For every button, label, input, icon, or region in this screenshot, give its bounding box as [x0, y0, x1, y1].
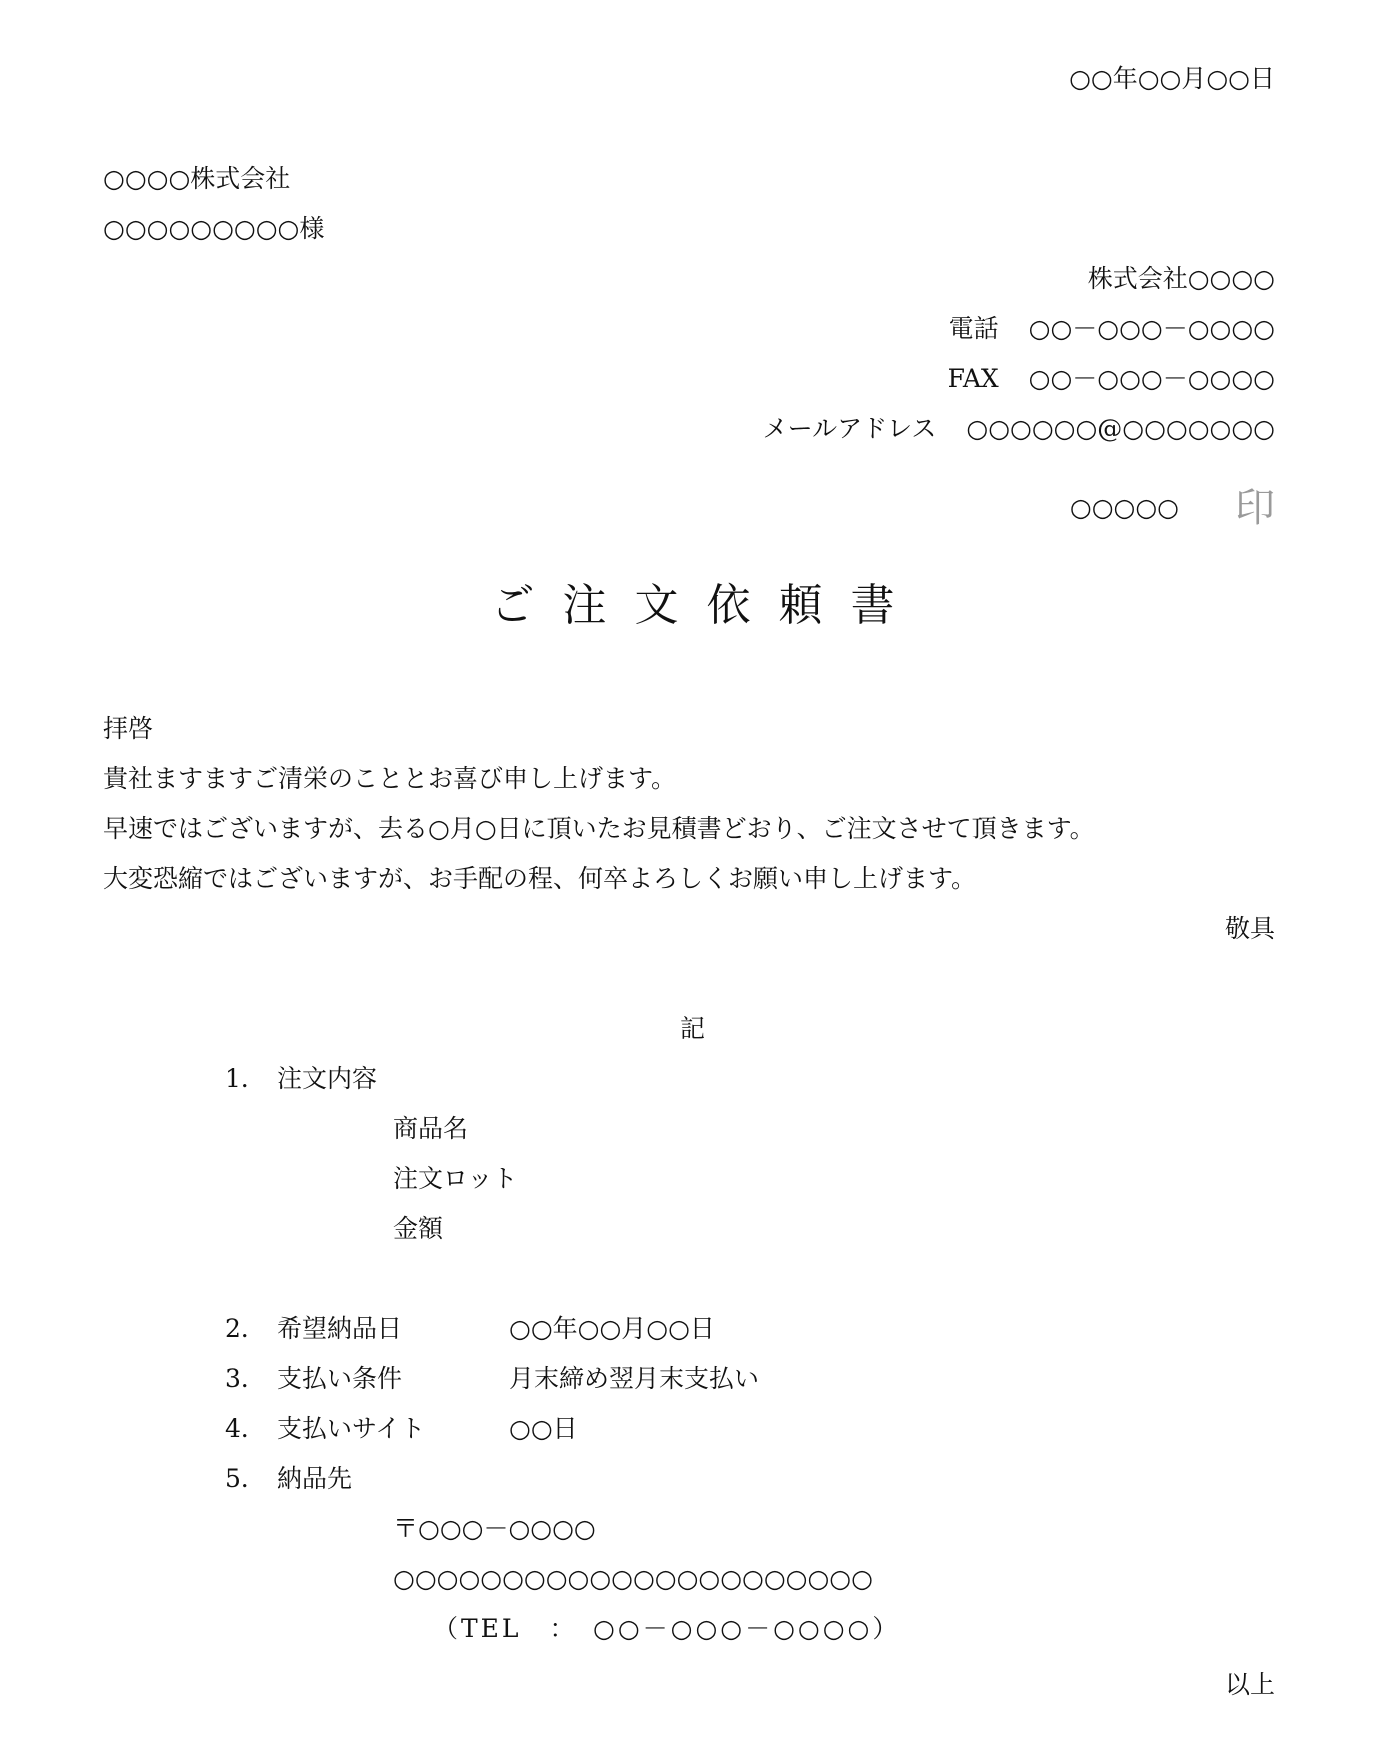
item-value: ○○年○○月○○日 [509, 1314, 715, 1343]
fax-label: FAX [947, 364, 999, 393]
body-line-3: 大変恐縮ではございますが、お手配の程、何卒よろしくお願い申し上げます。 [103, 864, 977, 893]
sender-email-row [763, 412, 1275, 446]
signer-name: ○○○○○ [1069, 493, 1179, 522]
item-number: 4． [225, 1414, 266, 1443]
document-date: ○○年○○月○○日 [1069, 64, 1275, 93]
seal-mark: 印 [1235, 485, 1275, 531]
phone-value: ○○－○○○－○○○○ [1028, 314, 1275, 343]
recipient-person: ○○○○○○○○○様 [103, 214, 325, 243]
item-value: 月末締め翌月末支払い [509, 1364, 760, 1393]
email-label: メールアドレス [762, 414, 937, 443]
item-label: 希望納品日 [277, 1314, 403, 1343]
body-line-2: 早速ではございますが、去る○月○日に頂いたお見積書どおり、ご注文させて頂きます。 [103, 814, 1095, 843]
item-number: 2． [225, 1314, 266, 1343]
item-label: 支払いサイト [277, 1414, 426, 1443]
order-detail-amount: 金額 [393, 1214, 444, 1243]
sender-company: 株式会社○○○○ [1087, 264, 1275, 293]
greeting-opening: 拝啓 [103, 714, 154, 743]
record-item-payment-terms [225, 1362, 759, 1396]
sender-phone-row [949, 312, 1275, 346]
record-heading: 記 [679, 1014, 705, 1043]
document-title: ご注文依頼書 [490, 580, 923, 631]
item-number: 3． [225, 1364, 266, 1393]
item-number: 5． [225, 1464, 266, 1493]
item-label: 納品先 [277, 1464, 353, 1493]
item-label: 注文内容 [277, 1064, 378, 1093]
item-label: 支払い条件 [277, 1364, 403, 1393]
greeting-closing: 敬具 [1224, 914, 1275, 943]
end-mark: 以上 [1224, 1670, 1275, 1699]
item-value: ○○日 [509, 1414, 578, 1443]
order-detail-lot: 注文ロット [393, 1164, 518, 1193]
email-value: ○○○○○○@○○○○○○○ [966, 414, 1275, 443]
delivery-postal-code: 〒○○○－○○○○ [393, 1514, 596, 1543]
sender-fax-row [948, 362, 1275, 396]
record-item-order-content [225, 1062, 509, 1096]
delivery-tel: （TEL ： ○○－○○○－○○○○） [433, 1614, 901, 1643]
record-item-delivery-date [225, 1312, 715, 1346]
fax-value: ○○－○○○－○○○○ [1028, 364, 1275, 393]
item-number: 1． [225, 1064, 266, 1093]
record-item-payment-site [225, 1412, 578, 1446]
delivery-address: ○○○○○○○○○○○○○○○○○○○○○○ [393, 1564, 873, 1593]
phone-label: 電話 [948, 314, 999, 343]
signer-row [1069, 485, 1275, 531]
recipient-company: ○○○○株式会社 [103, 164, 291, 193]
record-item-delivery-destination [225, 1462, 509, 1496]
order-detail-product: 商品名 [393, 1114, 469, 1143]
body-line-1: 貴社ますますご清栄のこととお喜び申し上げます。 [103, 764, 677, 793]
